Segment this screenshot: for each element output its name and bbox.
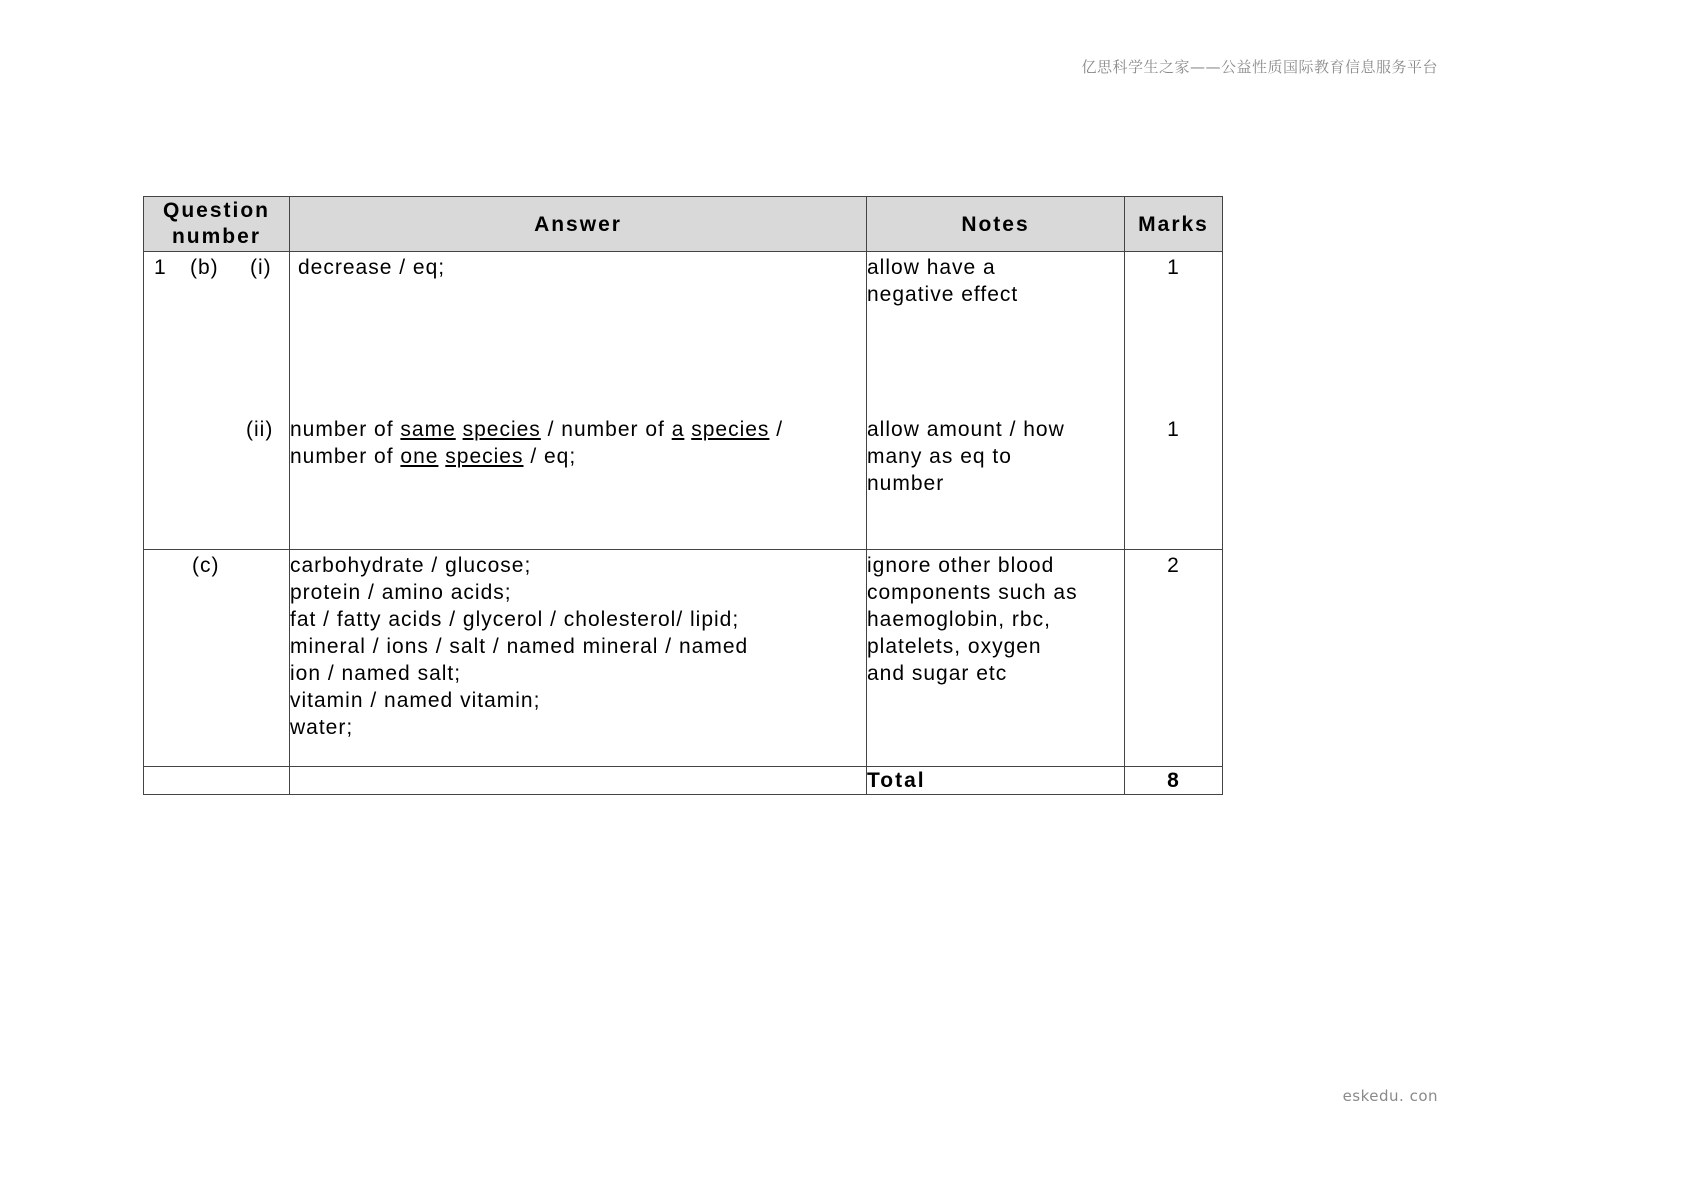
total-row — [144, 767, 1223, 795]
question-number-cell — [144, 550, 290, 767]
header-marks: Marks — [1125, 197, 1223, 252]
answer-line: fat / fatty acids / glycerol / cholesterol/ lipid; — [290, 608, 740, 631]
question-part: (b) — [190, 256, 219, 279]
notes-line: and sugar etc — [867, 662, 1008, 685]
row-1b — [144, 252, 1223, 550]
header-number-label: number — [171, 225, 261, 248]
total-marks: 8 — [1125, 767, 1223, 795]
notes-b-ii: allow amount / how many as eq to number — [867, 418, 1065, 495]
mark-scheme-table — [143, 196, 1223, 795]
header-question-label: Question — [162, 199, 270, 222]
answer-line: mineral / ions / salt / named mineral / named — [290, 635, 749, 658]
watermark-footer: eskedu. con — [1342, 1087, 1438, 1105]
notes-line: platelets, oxygen — [867, 635, 1042, 658]
answer-b-i: decrease / eq; — [298, 256, 446, 279]
header-question-number — [144, 197, 290, 252]
marks-cell — [1125, 550, 1223, 767]
notes-cell — [867, 550, 1125, 767]
notes-line: components such as — [867, 581, 1078, 604]
notes-b-i: allow have a negative effect — [867, 256, 1019, 306]
question-subpart-ii: (ii) — [246, 418, 274, 441]
answer-b-ii: number of same species / number of a species / number of one species / eq; — [290, 418, 784, 468]
header-notes: Notes — [867, 197, 1125, 252]
header-answer: Answer — [290, 197, 867, 252]
notes-line: ignore other blood — [867, 554, 1055, 577]
row-1c — [144, 550, 1223, 767]
notes-line: haemoglobin, rbc, — [867, 608, 1051, 631]
answer-line: protein / amino acids; — [290, 581, 512, 604]
marks-b-ii: 1 — [1167, 418, 1180, 441]
answer-line: carbohydrate / glucose; — [290, 554, 532, 577]
marks-c: 2 — [1167, 554, 1180, 577]
question-subpart-i: (i) — [250, 256, 272, 279]
header-row — [144, 197, 1223, 252]
notes-cell — [867, 252, 1125, 550]
total-label: Total — [867, 767, 1125, 795]
answer-cell — [290, 252, 867, 550]
answer-line: ion / named salt; — [290, 662, 462, 685]
empty-cell — [144, 767, 290, 795]
question-number-cell — [144, 252, 290, 550]
question-number: 1 — [154, 256, 167, 279]
answer-line: vitamin / named vitamin; — [290, 689, 541, 712]
marks-b-i: 1 — [1167, 256, 1180, 279]
answer-line: water; — [290, 716, 354, 739]
empty-cell — [290, 767, 867, 795]
watermark-header: 亿思科学生之家——公益性质国际教育信息服务平台 — [1081, 58, 1438, 76]
question-part-c: (c) — [192, 554, 220, 577]
marks-cell — [1125, 252, 1223, 550]
answer-cell — [290, 550, 867, 767]
